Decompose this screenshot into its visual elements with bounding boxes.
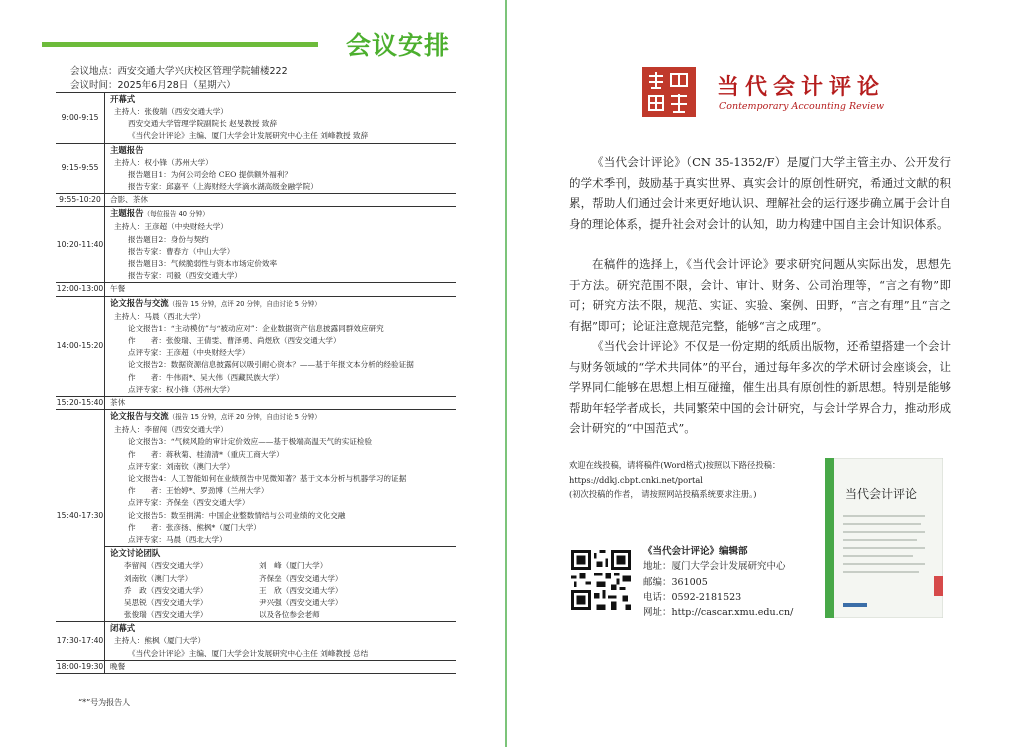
agenda-row — [56, 660, 456, 673]
qr-code-icon — [571, 550, 631, 610]
cover-title-text: 当代会计评论 — [845, 487, 918, 501]
session-line: 报告专家：曹春方（中山大学） — [128, 246, 235, 256]
agenda-plain-item: 午餐 — [110, 284, 126, 294]
agenda-time: 17:30-17:40 — [56, 622, 105, 660]
agenda-time: 9:55-10:20 — [56, 194, 105, 207]
team-member: 李留闯（西安交通大学） — [124, 561, 208, 571]
title-accent-bar — [42, 42, 318, 47]
session-line: 报告专家：司毅（西安交通大学） — [128, 271, 242, 281]
footnote: “*”号为报告人 — [78, 698, 131, 707]
agenda-row — [56, 143, 456, 194]
session-title-text: 论文报告与交流 — [110, 411, 169, 422]
session-line: 《当代会计评论》主编、厦门大学会计发展研究中心主任 刘峰教授 致辞 — [128, 131, 369, 141]
journal-logo-cn: 当代会计评论 — [717, 74, 886, 100]
session-line: 论文报告5：数至捐满：中国企业整数情结与公司业绩的文化交融 — [128, 510, 346, 520]
intro-paragraph-2: 在稿件的选择上，《当代会计评论》要求研究问题从实际出发，思想先于方法。研究范围不限，会计、审计、财务、公司治理等，“言之有物”即可；研究方法不限，规范、实证、实验、案例、田野，“言之有理”且“言之有据”即可；论证注意规范完整，能够“言之成理”。 — [569, 257, 951, 333]
agenda-row — [56, 410, 456, 622]
journal-logo-en: Contemporary Accounting Review — [719, 101, 884, 112]
agenda-content — [105, 207, 457, 283]
editorial-contact — [643, 544, 793, 620]
team-member: 吴思锐（西安交通大学） — [124, 597, 208, 607]
session-line: 主持人：李留闯（西安交通大学） — [114, 425, 228, 435]
session-title-text: 主题报告 — [110, 208, 144, 219]
agenda-content — [105, 283, 457, 296]
session-title — [110, 207, 456, 221]
session-line: 主持人：权小锋（苏州大学） — [114, 157, 213, 167]
team-member: 刘南钦（澳门大学） — [124, 573, 193, 583]
session-note: （报告 15 分钟，点评 20 分钟，自由讨论 5 分钟） — [168, 413, 321, 422]
submission-url-link[interactable]: https://ddkj.cbpt.cnki.net/portal — [569, 474, 703, 485]
session-line: 作 者：王怡婷*、罗劲博（兰州大学） — [128, 486, 269, 496]
team-member: 刘 峰（厦门大学） — [259, 561, 328, 571]
team-member: 王 欣（西安交通大学） — [259, 585, 343, 595]
session-line: 主持人：熊枫（厦门大学） — [114, 636, 206, 646]
agenda-content — [105, 93, 457, 144]
intro-paragraph-3: 《当代会计评论》不仅是一份定期的纸质出版物，还希望搭建一个会计与财务领域的“学术共同体”的平台，通过每年多次的学术研讨会座谈会，让学界同仁能够在思想上相互碰撞，催生出具有原创性的新思想。特别是能够帮助年轻学者成长，共同繁荣中国的会计研究，与会计学界合力，推动形成会计研究的“中国范式”。 — [569, 339, 951, 435]
session-line: 点评专家：齐保垒（西安交通大学） — [128, 498, 250, 508]
session-title — [110, 144, 456, 157]
session-line: 报告题目2：身份与契约 — [128, 234, 209, 244]
agenda-content — [105, 194, 457, 207]
agenda-content — [105, 296, 457, 396]
agenda-content — [105, 622, 457, 660]
session-title-text: 主题报告 — [110, 144, 144, 155]
agenda-plain-item: 晚餐 — [110, 661, 126, 671]
editorial-phone: 电话：0592-2181523 — [643, 591, 742, 603]
team-member: 张俊瑞（西安交通大学） — [124, 610, 208, 620]
session-title — [110, 93, 456, 106]
session-title — [110, 297, 456, 311]
agenda-content — [105, 143, 457, 194]
session-line: 作 者：牛伟雨*、吴大伟（西藏民族大学） — [128, 372, 284, 382]
session-note: （每位报告 40 分钟） — [143, 210, 209, 219]
submission-text: 欢迎在线投稿，请将稿件(Word格式)按照以下路径投稿： — [569, 460, 781, 470]
team-member: 乔 政（西安交通大学） — [124, 585, 208, 595]
agenda-row — [56, 93, 456, 144]
agenda-row — [56, 296, 456, 396]
journal-cover-image — [825, 458, 943, 618]
agenda-content — [105, 397, 457, 410]
session-line: 论文报告3：“气候风险的审计定价效应——基于极端高温天气的实证检验 — [128, 437, 373, 447]
session-line: 《当代会计评论》主编、厦门大学会计发展研究中心主任 刘峰教授 总结 — [128, 648, 369, 658]
session-title — [110, 622, 456, 635]
agenda-row — [56, 397, 456, 410]
agenda-plain-item: 合影、茶休 — [110, 195, 148, 205]
page-title: 会议安排 — [346, 31, 451, 60]
agenda-table — [56, 92, 456, 674]
team-member: 尹兴强（西安交通大学） — [259, 597, 343, 607]
editorial-website-link[interactable]: 网址：http://cascar.xmu.edu.cn/ — [643, 607, 794, 619]
editorial-postcode: 邮编：361005 — [643, 576, 708, 588]
agenda-time: 15:40-17:30 — [56, 410, 105, 622]
session-title-text: 开幕式 — [110, 94, 136, 104]
right-page — [507, 0, 1012, 747]
session-line: 论文报告2：数据资源信息披露何以吸引耐心资本？——基于年报文本分析的经验证据 — [128, 360, 414, 370]
session-line: 作 者：蒋秋菊、桂清清*（重庆工商大学） — [128, 449, 284, 459]
discussion-team-grid — [110, 560, 456, 621]
editorial-address: 地址：厦门大学会计发展研究中心 — [643, 561, 786, 573]
agenda-time: 10:20-11:40 — [56, 207, 105, 283]
left-page — [0, 0, 505, 747]
session-title — [110, 410, 456, 424]
agenda-row — [56, 283, 456, 296]
agenda-content — [105, 410, 457, 622]
agenda-plain-item: 茶休 — [110, 398, 126, 408]
agenda-time: 12:00-13:00 — [56, 283, 105, 296]
session-line: 报告题目1：为何公司会给 CEO 提供额外福利？ — [128, 169, 292, 179]
intro-paragraph-1: 《当代会计评论》（CN 35-1352/F）是厦门大学主管主办、公开发行的学术季刊，鼓励基于真实世界、真实会计的原创性研究，希通过文献的积累，帮助人们通过会计来更好地认识、理解社会的运行逐步确立属于会计自身的理论体系，提升社会对会计的认知，助力构建中国自主会计知识体系。 — [569, 155, 951, 231]
session-line: 作 者：张俊瑞、王倩雯、曹泽勇、尚煜欣（西安交通大学） — [128, 336, 341, 346]
session-line: 西安交通大学管理学院副院长 赵旻教授 致辞 — [128, 119, 278, 129]
session-line: 点评专家：王彦超（中央财经大学） — [128, 348, 250, 358]
editorial-title: 《当代会计评论》编辑部 — [643, 546, 748, 557]
agenda-content — [105, 660, 457, 673]
session-note: （报告 15 分钟，点评 20 分钟，自由讨论 5 分钟） — [168, 299, 321, 308]
session-line: 点评专家：刘南钦（澳门大学） — [128, 461, 235, 471]
agenda-time: 14:00-15:20 — [56, 296, 105, 396]
session-line: 报告专家：邱嘉平（上海财经大学滴水湖高级金融学院） — [128, 182, 318, 192]
session-title-text: 论文报告与交流 — [110, 297, 169, 308]
meeting-location: 会议地点：西安交通大学兴庆校区管理学院辅楼222 — [70, 66, 288, 77]
agenda-time: 9:15-9:55 — [56, 143, 105, 194]
discussion-team-title: 论文讨论团队 — [105, 546, 456, 560]
session-line: 点评专家：权小锋（苏州大学） — [128, 384, 235, 394]
team-member: 齐保垒（西安交通大学） — [259, 573, 343, 583]
session-title-text: 闭幕式 — [110, 623, 136, 634]
session-line: 论文报告1：“主动模仿”与“被动应对”：企业数据资产信息披露同群效应研究 — [128, 323, 384, 333]
agenda-time: 9:00-9:15 — [56, 93, 105, 144]
agenda-row — [56, 622, 456, 660]
session-line: 主持人：张俊瑞（西安交通大学） — [114, 107, 228, 116]
journal-seal-logo — [641, 66, 697, 118]
session-line: 点评专家：马晨（西北大学） — [128, 535, 227, 545]
meeting-time: 会议时间：2025年6月28日（星期六） — [70, 80, 236, 91]
agenda-row — [56, 194, 456, 207]
team-member: 以及各位参会老师 — [259, 610, 320, 620]
agenda-row — [56, 207, 456, 283]
session-line: 报告题目3：气候脆弱性与资本市场定价效率 — [128, 259, 278, 269]
submission-note: (初次投稿的作者， 请按照网站投稿系统要求注册。) — [569, 489, 757, 499]
agenda-time: 15:20-15:40 — [56, 397, 105, 410]
session-line: 主持人：王彦超（中央财经大学） — [114, 222, 228, 232]
session-line: 作 者：张彦扬、熊枫*（厦门大学） — [128, 522, 261, 532]
submission-info — [569, 458, 819, 502]
agenda-time: 18:00-19:30 — [56, 660, 105, 673]
session-line: 主持人：马晨（西北大学） — [114, 311, 206, 321]
session-line: 论文报告4：人工智能如何在业绩预告中见微知著？基于文本分析与机器学习的证据 — [128, 474, 407, 484]
